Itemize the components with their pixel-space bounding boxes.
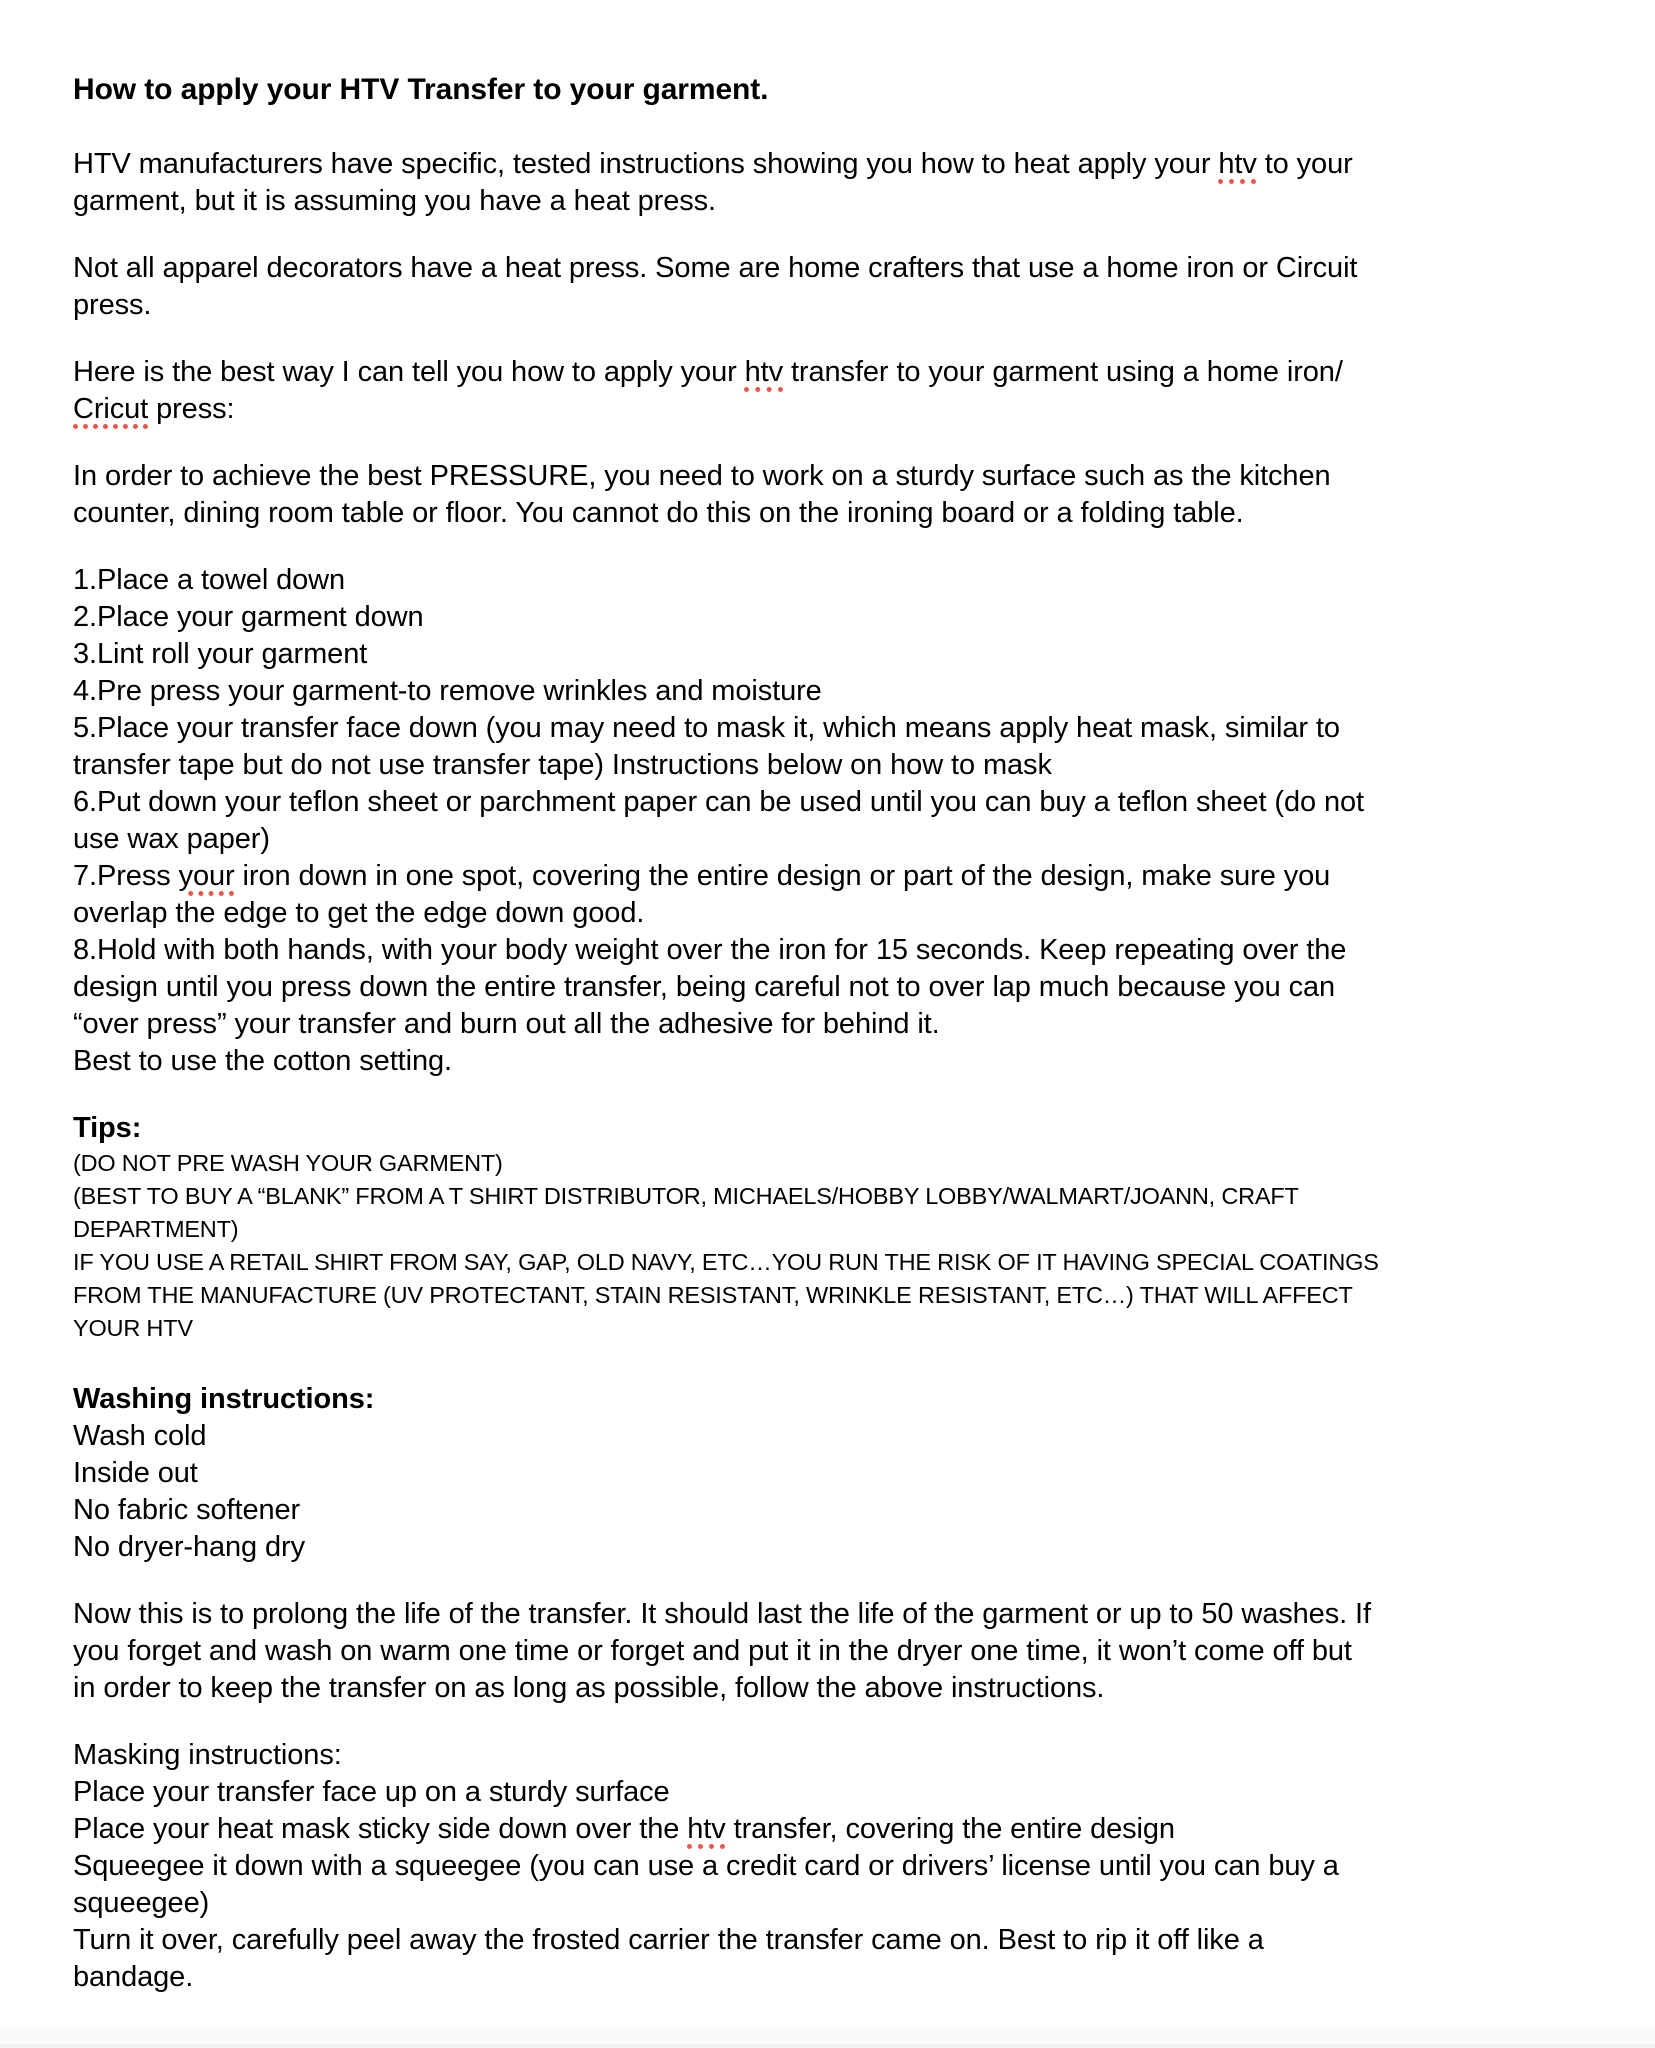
text-run: How to apply your HTV Transfer to your garment.	[73, 73, 769, 106]
text-run: 8.Hold with both hands, with your body weight over the iron for 15 seconds. Keep repeating over the	[73, 934, 1347, 966]
tips-notes	[73, 1147, 1617, 1345]
text-run: 1.Place a towel down	[73, 564, 346, 596]
text-run: press.	[73, 289, 152, 321]
document-body	[73, 71, 1617, 2026]
text-run: No dryer-hang dry	[73, 1531, 306, 1563]
text-run: transfer tape but do not use transfer tape) Instructions below on how to mask	[73, 749, 1052, 781]
text-run: Place your heat mask sticky side down over the	[73, 1813, 688, 1845]
spellcheck-flagged-word: htv	[744, 356, 784, 388]
text-run: YOUR HTV	[73, 1315, 193, 1341]
text-run: in order to keep the transfer on as long as possible, follow the above instructions.	[73, 1672, 1105, 1704]
text-run: Inside out	[73, 1457, 198, 1489]
masking-instructions	[73, 1737, 1617, 1996]
text-run: Turn it over, carefully peel away the frosted carrier the transfer came on. Best to rip it off like a	[73, 1924, 1264, 1956]
washing-heading	[73, 1381, 1617, 1418]
spellcheck-flagged-word: htv	[687, 1813, 726, 1845]
text-run: to your	[1256, 148, 1353, 180]
text-run: No fabric softener	[73, 1494, 301, 1526]
text-run: transfer to your garment using a home iron/	[783, 356, 1343, 388]
text-run: In order to achieve the best PRESSURE, you need to work on a sturdy surface such as the kitchen	[73, 460, 1331, 492]
text-run: use wax paper)	[73, 823, 270, 855]
text-run: design until you press down the entire transfer, being careful not to over lap much because you can	[73, 971, 1336, 1003]
text-run: Masking instructions:	[73, 1739, 342, 1771]
document-title	[73, 71, 1617, 108]
text-run: overlap the edge to get the edge down good.	[73, 897, 645, 929]
text-run: Not all apparel decorators have a heat press. Some are home crafters that use a home iron or Circuit	[73, 252, 1358, 284]
text-run: (BEST TO BUY A “BLANK” FROM A T SHIRT DISTRIBUTOR, MICHAELS/HOBBY LOBBY/WALMART/JOANN, CRAFT	[73, 1183, 1299, 1209]
text-run: you forget and wash on warm one time or forget and put it in the dryer one time, it won’t come off but	[73, 1635, 1352, 1667]
spellcheck-flagged-word: Cricut	[73, 393, 149, 425]
text-run: Wash cold	[73, 1420, 207, 1452]
text-run: (DO NOT PRE WASH YOUR GARMENT)	[73, 1150, 503, 1176]
text-run: garment, but it is assuming you have a heat press.	[73, 185, 717, 217]
spellcheck-flagged-word: your	[178, 860, 235, 892]
text-run: transfer, covering the entire design	[725, 1813, 1175, 1845]
text-run: Now this is to prolong the life of the transfer. It should last the life of the garment or up to 50 washes. If	[73, 1598, 1371, 1630]
text-run: Tips:	[73, 1112, 142, 1144]
application-steps-list	[73, 562, 1617, 1080]
text-run: bandage.	[73, 1961, 194, 1993]
text-run: 7.Press	[73, 860, 179, 892]
text-run: 5.Place your transfer face down (you may need to mask it, which means apply heat mask, similar to	[73, 712, 1340, 744]
text-run: HTV manufacturers have specific, tested instructions showing you how to heat apply your	[73, 148, 1219, 180]
text-run: 2.Place your garment down	[73, 601, 424, 633]
text-run: 3.Lint roll your garment	[73, 638, 368, 670]
window-bottom-bar	[0, 2027, 1655, 2048]
text-run: press:	[148, 393, 235, 425]
washing-list	[73, 1418, 1617, 1566]
text-run: Place your transfer face up on a sturdy surface	[73, 1776, 670, 1808]
text-run: squeegee)	[73, 1887, 210, 1919]
text-run: FROM THE MANUFACTURE (UV PROTECTANT, STAIN RESISTANT, WRINKLE RESISTANT, ETC…) THAT WILL AFFECT	[73, 1282, 1353, 1308]
text-run: iron down in one spot, covering the entire design or part of the design, make sure you	[234, 860, 1331, 892]
no-heat-press-paragraph	[73, 250, 1617, 324]
longevity-paragraph	[73, 1596, 1617, 1707]
text-run: Squeegee it down with a squeegee (you can use a credit card or drivers’ license until you can buy a	[73, 1850, 1339, 1882]
best-way-paragraph	[73, 354, 1617, 428]
text-run: Best to use the cotton setting.	[73, 1045, 452, 1077]
text-run: “over press” your transfer and burn out all the adhesive for behind it.	[73, 1008, 940, 1040]
intro-paragraph	[73, 146, 1617, 220]
spellcheck-flagged-word: htv	[1218, 148, 1257, 180]
text-run: DEPARTMENT)	[73, 1216, 239, 1242]
text-run: Washing instructions:	[73, 1383, 375, 1415]
text-run: counter, dining room table or floor. You cannot do this on the ironing board or a folding table.	[73, 497, 1244, 529]
text-run: IF YOU USE A RETAIL SHIRT FROM SAY, GAP, OLD NAVY, ETC…YOU RUN THE RISK OF IT HAVING SPECIAL COATINGS	[73, 1249, 1379, 1275]
text-run: 4.Pre press your garment-to remove wrinkles and moisture	[73, 675, 822, 707]
tips-heading	[73, 1110, 1617, 1147]
pressure-paragraph	[73, 458, 1617, 532]
text-run: Here is the best way I can tell you how to apply your	[73, 356, 745, 388]
text-run: 6.Put down your teflon sheet or parchment paper can be used until you can buy a teflon sheet (do not	[73, 786, 1365, 818]
